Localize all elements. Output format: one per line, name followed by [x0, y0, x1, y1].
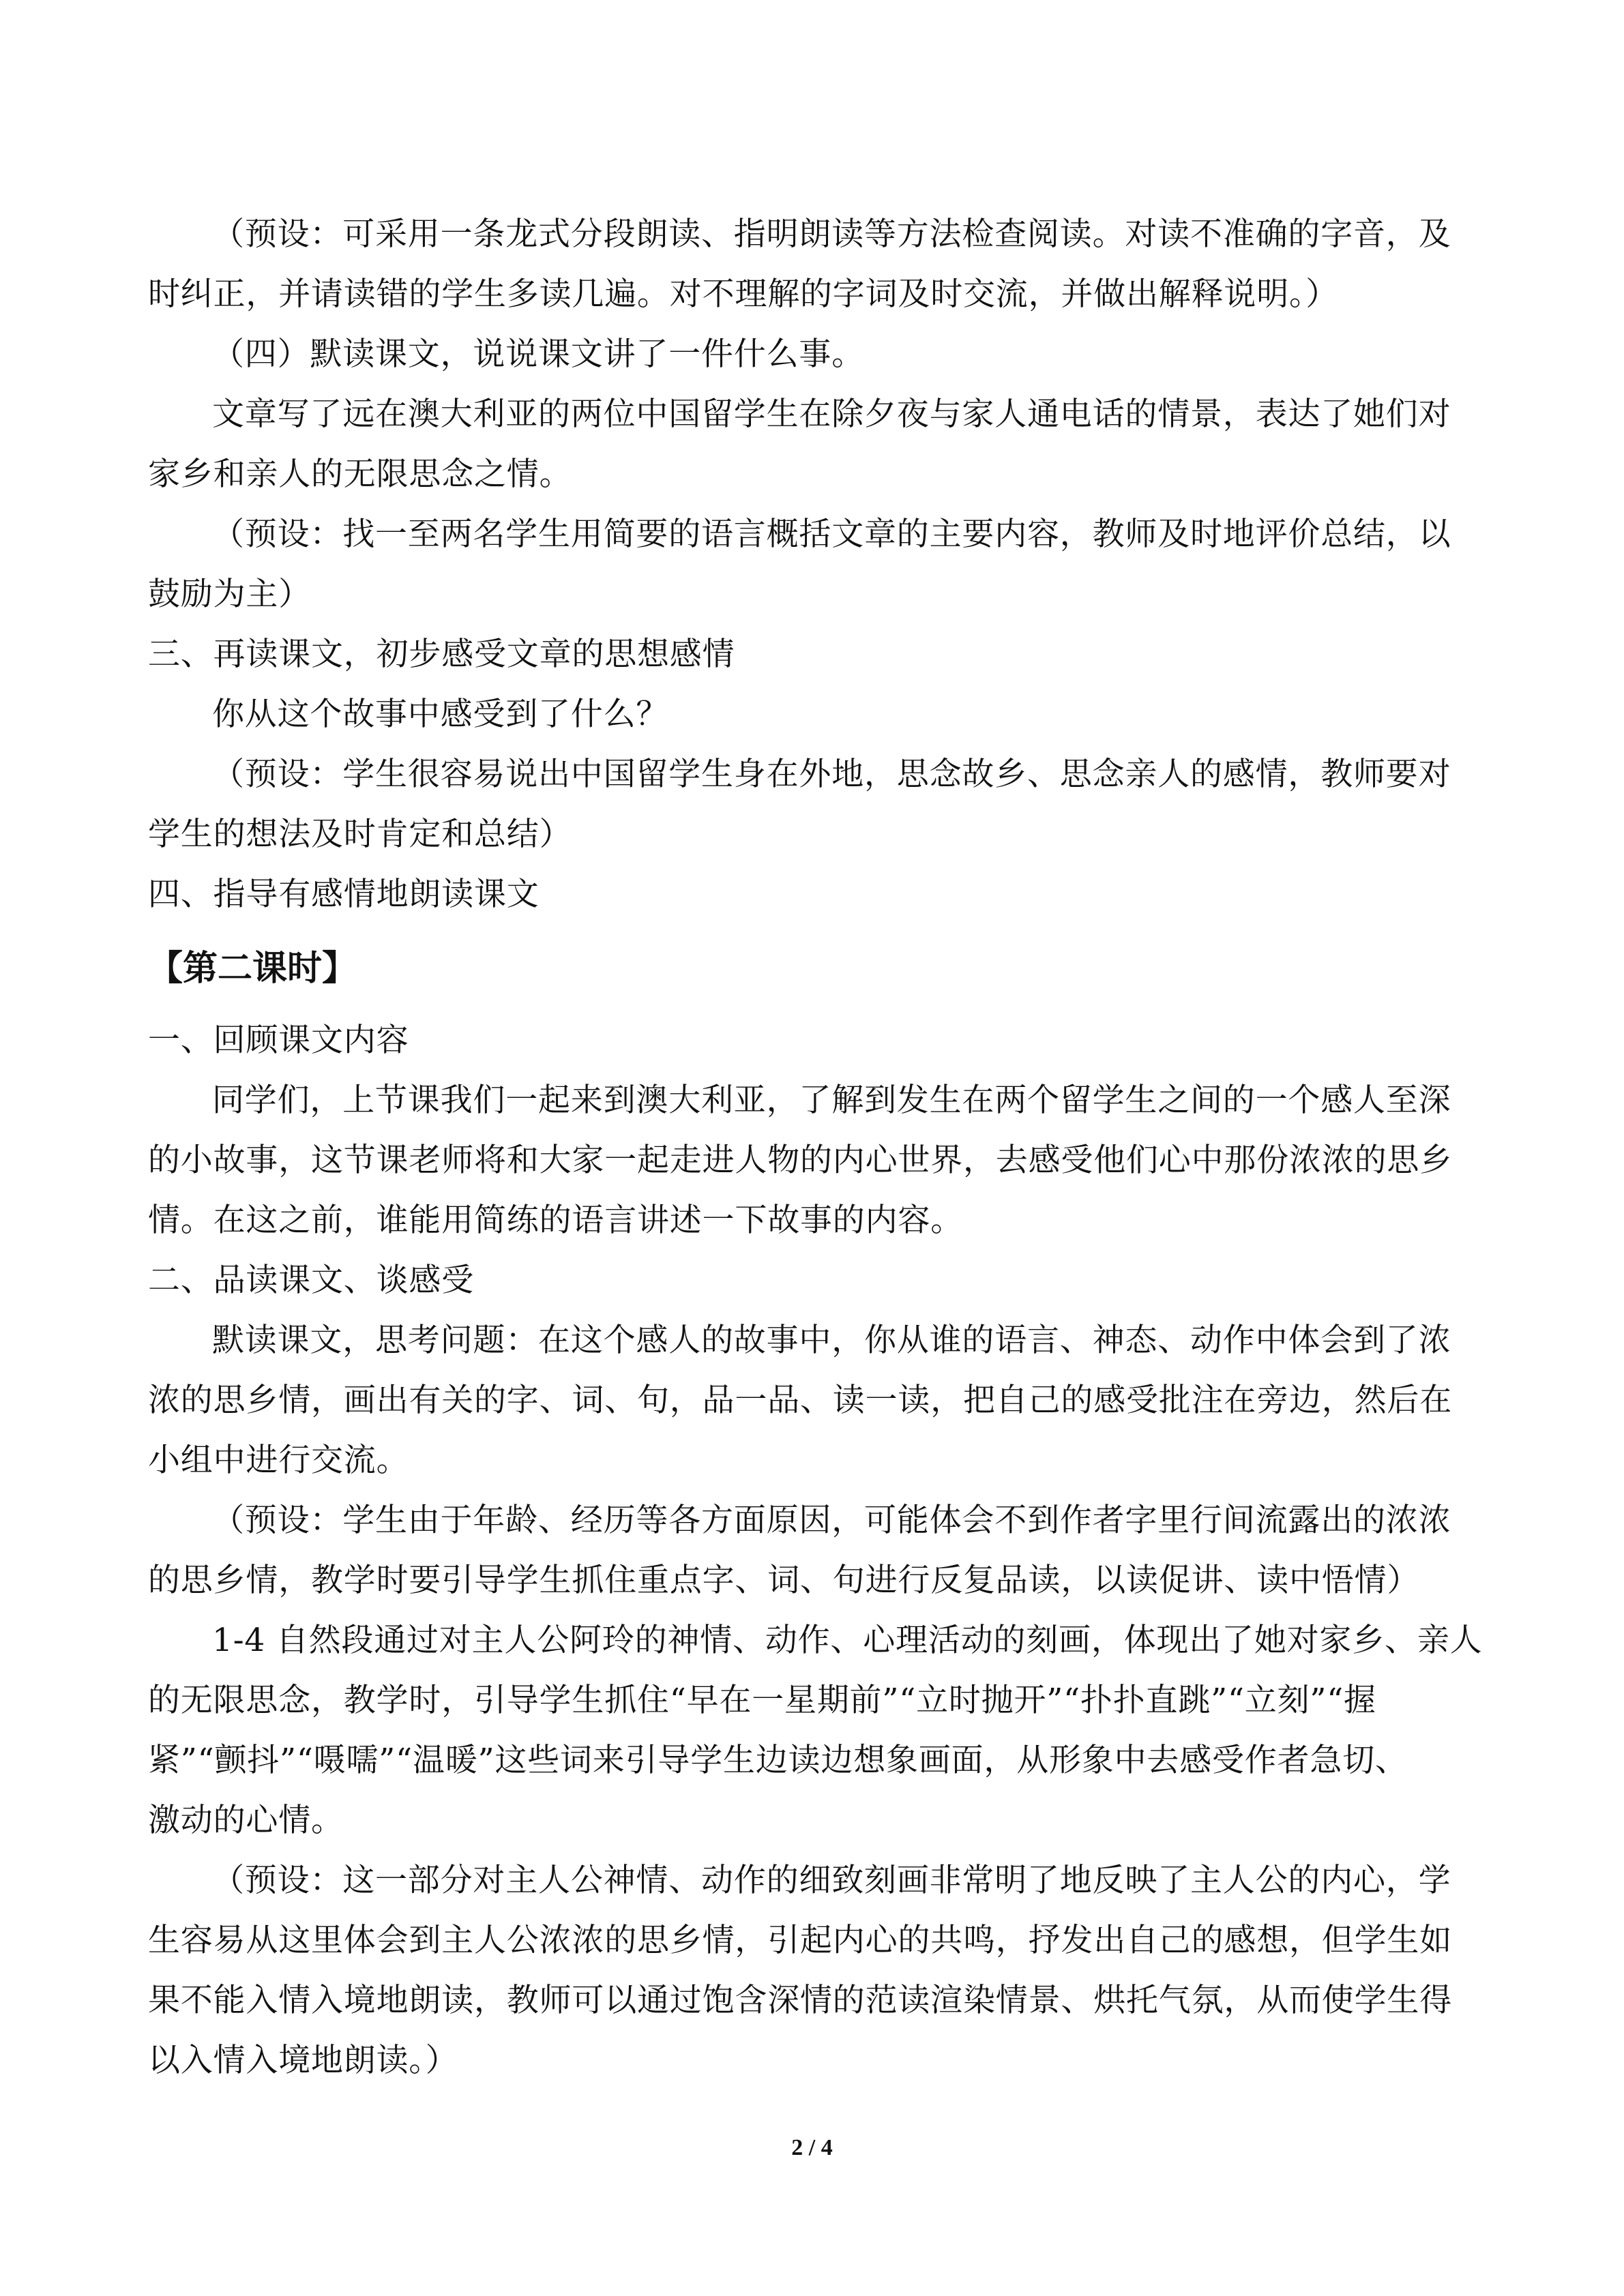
paragraph [148, 1071, 1480, 1251]
section-heading-text: 【第二课时】 [148, 948, 357, 989]
paragraph-line: 鼓励为主） [148, 576, 311, 613]
paragraph-line: 浓的思乡情，画出有关的字、词、句，品一品、读一读，把自己的感受批注在旁边，然后在 [148, 1382, 1452, 1419]
paragraph [148, 1491, 1480, 1611]
paragraph-line: 1-4 自然段通过对主人公阿玲的神情、动作、心理活动的刻画，体现出了她对家乡、亲人 [212, 1622, 1483, 1659]
paragraph [148, 865, 1480, 925]
paragraph [148, 205, 1480, 325]
paragraph [148, 1011, 1480, 1071]
paragraph-line: 三、再读课文，初步感受文章的思想感情 [148, 636, 735, 673]
page-number: 2 / 4 [791, 2135, 833, 2160]
paragraph-line: 激动的心情。 [148, 1802, 344, 1839]
paragraph-line: 你从这个故事中感受到了什么？ [212, 696, 669, 733]
paragraph-line: 以入情入境地朗读。） [148, 2042, 458, 2079]
paragraph-line: 果不能入情入境地朗读，教师可以通过饱含深情的范读渲染情景、烘托气氛，从而使学生得 [148, 1982, 1452, 2019]
paragraph-line: （预设：找一至两名学生用简要的语言概括文章的主要内容，教师及时地评价总结，以 [212, 516, 1451, 553]
paragraph-line: （预设：学生由于年龄、经历等各方面原因，可能体会不到作者字里行间流露出的浓浓 [212, 1502, 1451, 1539]
paragraph-line: 的小故事，这节课老师将和大家一起走进人物的内心世界，去感受他们心中那份浓浓的思乡 [148, 1142, 1452, 1179]
document-body [148, 205, 1483, 2091]
paragraph [148, 745, 1480, 865]
paragraph-line: 四、指导有感情地朗读课文 [148, 876, 540, 913]
paragraph-line: 情。在这之前，谁能用简练的语言讲述一下故事的内容。 [148, 1202, 963, 1239]
paragraph-line: 同学们，上节课我们一起来到澳大利亚，了解到发生在两个留学生之间的一个感人至深 [212, 1082, 1451, 1119]
paragraph-line: 小组中进行交流。 [148, 1442, 409, 1479]
paragraph [148, 685, 1480, 745]
paragraph-line: 一、回顾课文内容 [148, 1022, 409, 1059]
paragraph-line: 紧”“颤抖”“嗫嚅”“温暖”这些词来引导学生边读边想象画面，从形象中去感受作者急切、 [148, 1742, 1408, 1779]
paragraph [148, 1851, 1480, 2091]
paragraph [148, 625, 1480, 685]
paragraph-line: 二、品读课文、谈感受 [148, 1262, 474, 1299]
paragraph [148, 505, 1480, 625]
paragraph-line: 学生的想法及时肯定和总结） [148, 816, 572, 853]
paragraph-line: 文章写了远在澳大利亚的两位中国留学生在除夕夜与家人通电话的情景，表达了她们对 [212, 396, 1451, 433]
paragraph [148, 1611, 1483, 1851]
paragraph-line: 的思乡情，教学时要引导学生抓住重点字、词、句进行反复品读，以读促讲、读中悟情） [148, 1562, 1420, 1599]
paragraph-line: （预设：这一部分对主人公神情、动作的细致刻画非常明了地反映了主人公的内心，学 [212, 1862, 1451, 1899]
paragraph-line: （预设：学生很容易说出中国留学生身在外地，思念故乡、思念亲人的感情，教师要对 [212, 756, 1451, 793]
paragraph-line: （四）默读课文，说说课文讲了一件什么事。 [212, 336, 864, 373]
paragraph [148, 1311, 1480, 1491]
paragraph [148, 325, 1480, 385]
paragraph-line: 默读课文，思考问题：在这个感人的故事中，你从谁的语言、神态、动作中体会到了浓 [212, 1322, 1451, 1359]
section-heading [148, 929, 1480, 1008]
paragraph [148, 385, 1480, 505]
paragraph-line: 的无限思念，教学时，引导学生抓住“早在一星期前”“立时抛开”“扑扑直跳”“立刻”“握 [148, 1682, 1376, 1719]
paragraph-line: 时纠正，并请读错的学生多读几遍。对不理解的字词及时交流，并做出解释说明。） [148, 275, 1339, 313]
paragraph-line: 家乡和亲人的无限思念之情。 [148, 456, 572, 493]
paragraph-line: （预设：可采用一条龙式分段朗读、指明朗读等方法检查阅读。对读不准确的字音，及 [212, 215, 1451, 253]
paragraph [148, 1251, 1480, 1311]
paragraph-line: 生容易从这里体会到主人公浓浓的思乡情，引起内心的共鸣，抒发出自己的感想，但学生如 [148, 1922, 1452, 1959]
